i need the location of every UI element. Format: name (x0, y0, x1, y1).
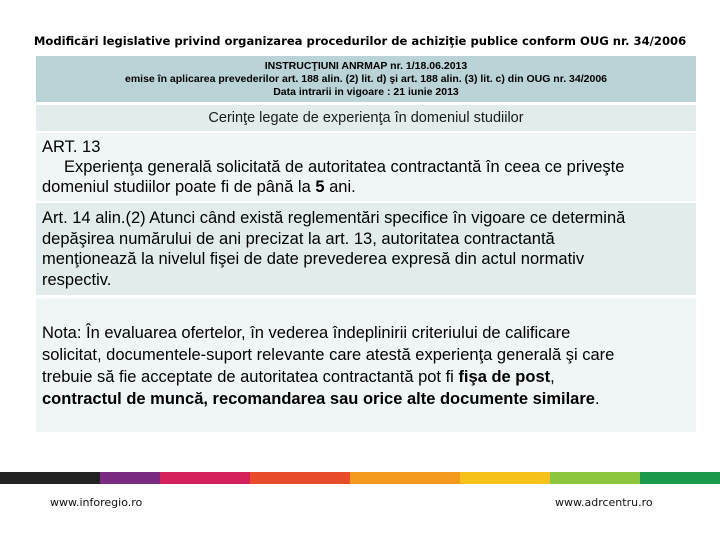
stripe-segment (640, 472, 720, 484)
stripe-segment (0, 472, 100, 484)
color-stripe (0, 472, 720, 484)
article-13-text-line-1: Experienţa generală solicitată de autoritatea contractantă în ceea ce priveşte (64, 158, 625, 176)
article-13-text-prefix: domeniul studiilor poate fi de până la (42, 178, 316, 196)
article-13-text-line-2 (42, 177, 696, 197)
note-line-3 (42, 366, 688, 388)
note-line-4-bold: contractul de muncă, recomandarea sau orice alte documente similare (42, 390, 595, 408)
stripe-segment (460, 472, 550, 484)
article-13-text-suffix: ani. (324, 178, 356, 196)
note-job-description: fişa de post (458, 368, 551, 386)
stripe-segment (250, 472, 350, 484)
stripe-segment (550, 472, 640, 484)
instruction-header (36, 56, 696, 102)
article-14-line-2: depăşirea numărului de ani precizat la art. 13, autoritatea contractantă (42, 229, 555, 248)
note-line-3-suffix: , (550, 368, 555, 386)
article-14-line-1: Art. 14 alin.(2) Atunci când există reglementări specifice în vigoare ce determină (42, 209, 626, 227)
note-line-3-prefix: trebuie să fie acceptate de autoritatea contractantă pot fi (42, 368, 459, 386)
inforegio-link[interactable]: www.inforegio.ro (50, 496, 143, 509)
stripe-segment (350, 472, 460, 484)
article-14-line-3: menţionează la nivelul fişei de date prevederea expresă din actul normativ (42, 250, 585, 268)
stripe-segment (160, 472, 250, 484)
header-line-1: INSTRUCŢIUNI ANRMAP nr. 1/18.06.2013 (264, 60, 468, 72)
article-14-block (36, 203, 696, 295)
header-line-2: emise în aplicarea prevederilor art. 188 alin. (2) lit. d) şi art. 188 alin. (3) lit. c) din OUG nr. 34/2006 (124, 73, 608, 85)
header-line-3: Data intrarii in vigoare : 21 iunie 2013 (273, 86, 459, 98)
article-13-block (36, 133, 696, 201)
note-line-2: solicitat, documentele-suport relevante care atestă experienţa generală şi care (42, 346, 615, 364)
article-13-title: ART. 13 (42, 138, 101, 156)
adrcentru-link[interactable]: www.adrcentru.ro (555, 496, 653, 509)
note-line-1: Nota: În evaluarea ofertelor, în vederea îndeplinirii criteriului de calificare (42, 324, 571, 342)
note-line-4 (42, 388, 688, 410)
stripe-segment (100, 472, 160, 484)
page-title: Modificări legislative privind organizarea procedurilor de achiziţie publice conform OUG nr. 34/2006 (33, 34, 687, 48)
section-subheading: Cerinţe legate de experienţa în domeniul studiilor (36, 105, 696, 131)
note-line-4-suffix: . (594, 390, 600, 408)
article-14-line-4: respectiv. (42, 270, 112, 289)
note-block (36, 298, 696, 432)
article-13-years-value: 5 (315, 178, 325, 196)
